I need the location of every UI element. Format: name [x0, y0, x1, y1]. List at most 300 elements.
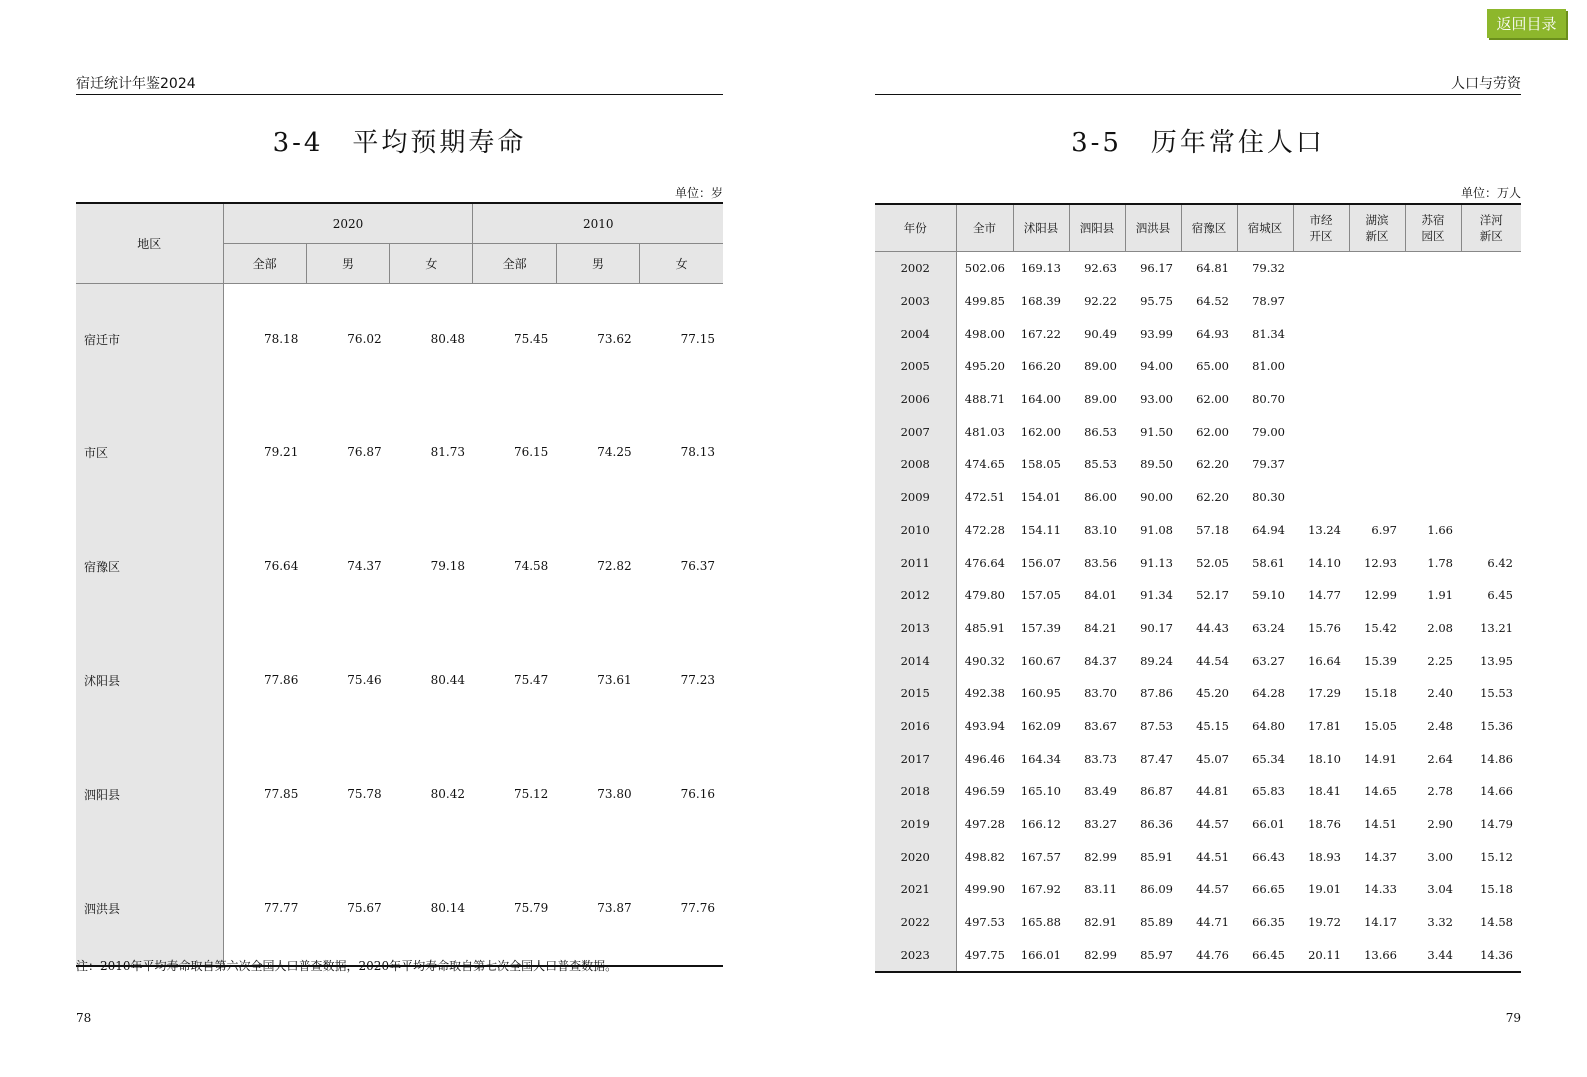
right-page	[875, 0, 1521, 1077]
sub-header: 男	[556, 244, 639, 284]
year-cell: 2013	[875, 612, 956, 645]
table-cell: 1.66	[1427, 522, 1453, 537]
table-cell: 89.00	[1084, 359, 1117, 374]
sub-header: 全部	[223, 244, 306, 284]
table-cell: 14.91	[1364, 751, 1397, 766]
stub-header: 地区	[76, 203, 223, 284]
table-cell: 472.51	[964, 490, 1005, 505]
table-cell: 62.20	[1196, 457, 1229, 472]
table-cell: 79.18	[430, 559, 465, 573]
sub-header: 男	[306, 244, 389, 284]
group-header-2010: 2010	[473, 203, 723, 244]
table-row	[76, 737, 723, 851]
table-cell: 91.50	[1140, 424, 1173, 439]
table-cell: 157.05	[1020, 588, 1061, 603]
table-cell: 14.51	[1364, 817, 1397, 832]
table-cell: 156.07	[1020, 555, 1061, 570]
table-cell: 20.11	[1308, 947, 1341, 962]
table-cell: 492.38	[964, 686, 1005, 701]
table-cell: 64.28	[1252, 686, 1285, 701]
back-to-contents-button[interactable]: 返回目录	[1487, 9, 1566, 38]
table-cell	[1461, 448, 1521, 481]
table-cell: 82.99	[1084, 947, 1117, 962]
table-cell: 44.57	[1196, 882, 1229, 897]
table-cell: 83.27	[1084, 817, 1117, 832]
table-cell: 13.95	[1480, 653, 1513, 668]
table-cell: 157.39	[1020, 620, 1061, 635]
table-cell	[1293, 448, 1349, 481]
table-cell: 86.36	[1140, 817, 1173, 832]
region-label: 沭阳县	[76, 623, 223, 737]
table-cell: 44.43	[1196, 620, 1229, 635]
table-cell: 83.70	[1084, 686, 1117, 701]
table-cell	[1349, 448, 1405, 481]
table-cell: 17.29	[1308, 686, 1341, 701]
column-header-line: 沭阳县	[1023, 221, 1059, 235]
table-cell: 75.47	[513, 673, 549, 687]
year-cell: 2014	[875, 644, 956, 677]
table-cell: 13.66	[1364, 947, 1397, 962]
table-cell: 44.81	[1196, 784, 1229, 799]
table-cell: 64.93	[1196, 326, 1229, 341]
table-cell: 62.00	[1196, 424, 1229, 439]
table-cell: 3.00	[1427, 849, 1453, 864]
table-cell: 74.37	[347, 559, 382, 573]
year-cell: 2019	[875, 808, 956, 841]
table-cell	[1349, 285, 1405, 318]
table-cell: 44.54	[1196, 653, 1229, 668]
table-row	[76, 623, 723, 737]
table-cell: 65.34	[1252, 751, 1285, 766]
table-cell: 12.99	[1364, 588, 1397, 603]
table-cell: 74.25	[597, 445, 632, 459]
table-cell	[1349, 252, 1405, 285]
table-cell: 497.28	[964, 817, 1005, 832]
table-cell: 90.00	[1140, 490, 1173, 505]
table-cell: 158.05	[1020, 457, 1061, 472]
table-row	[875, 285, 1521, 318]
column-header	[1237, 204, 1293, 252]
table-cell: 63.27	[1252, 653, 1285, 668]
table-cell: 167.57	[1020, 849, 1061, 864]
table-cell	[1349, 415, 1405, 448]
table-cell	[1293, 350, 1349, 383]
table-cell: 73.61	[597, 673, 632, 687]
table-cell	[1461, 481, 1521, 514]
table-cell: 94.00	[1140, 359, 1173, 374]
table-cell	[1405, 415, 1461, 448]
table-row	[875, 383, 1521, 416]
table-cell: 166.12	[1020, 817, 1061, 832]
table-cell: 66.43	[1252, 849, 1285, 864]
table-cell: 87.47	[1140, 751, 1173, 766]
table-cell: 91.08	[1140, 522, 1173, 537]
table-cell: 58.61	[1252, 555, 1285, 570]
table-row	[875, 906, 1521, 939]
table-cell: 1.78	[1427, 555, 1453, 570]
table-cell: 6.45	[1487, 588, 1513, 603]
table-cell: 498.00	[964, 326, 1005, 341]
table-cell: 15.76	[1308, 620, 1341, 635]
table-cell: 15.53	[1480, 686, 1513, 701]
table-cell	[1293, 383, 1349, 416]
table-cell: 168.39	[1020, 294, 1061, 309]
year-cell: 2011	[875, 546, 956, 579]
table-cell: 499.90	[964, 882, 1005, 897]
table-row	[875, 579, 1521, 612]
table-cell: 45.20	[1196, 686, 1229, 701]
table-row	[875, 415, 1521, 448]
table-cell: 16.64	[1308, 653, 1341, 668]
table-row	[76, 284, 723, 396]
table-cell: 18.41	[1308, 784, 1341, 799]
table-cell: 82.99	[1084, 849, 1117, 864]
table-cell: 93.00	[1140, 392, 1173, 407]
column-header	[1405, 204, 1461, 252]
table-row	[875, 644, 1521, 677]
table-title-3-4: 3-4 平均预期寿命	[272, 128, 527, 158]
table-cell: 17.81	[1308, 718, 1341, 733]
column-header-line: 开区	[1309, 229, 1333, 243]
table-cell: 490.32	[964, 653, 1005, 668]
table-cell	[1461, 285, 1521, 318]
table-cell: 488.71	[964, 392, 1005, 407]
column-header	[1125, 204, 1181, 252]
table-cell: 72.82	[597, 559, 632, 573]
table-cell: 83.67	[1084, 718, 1117, 733]
table-cell: 495.20	[964, 359, 1005, 374]
table-cell: 162.09	[1020, 718, 1061, 733]
table-cell	[1405, 285, 1461, 318]
table-cell: 476.64	[964, 555, 1005, 570]
table-cell: 2.48	[1427, 718, 1453, 733]
table-row	[76, 509, 723, 623]
table-row	[875, 481, 1521, 514]
table-cell: 167.92	[1020, 882, 1061, 897]
table-row	[875, 350, 1521, 383]
column-header	[1013, 204, 1069, 252]
column-header-line: 新区	[1365, 229, 1389, 243]
table-cell: 45.07	[1196, 751, 1229, 766]
table-row	[875, 546, 1521, 579]
column-header	[1069, 204, 1125, 252]
table-cell	[1293, 415, 1349, 448]
table-cell: 18.10	[1308, 751, 1341, 766]
region-label: 宿豫区	[76, 509, 223, 623]
table-cell: 92.63	[1084, 261, 1117, 276]
column-header-line: 园区	[1421, 229, 1445, 243]
table-cell: 496.59	[964, 784, 1005, 799]
column-header	[1181, 204, 1237, 252]
column-header-line: 宿城区	[1247, 221, 1283, 235]
table-cell: 91.13	[1140, 555, 1173, 570]
table-title-3-5: 3-5 历年常住人口	[1071, 128, 1325, 158]
table-cell: 77.86	[263, 673, 299, 687]
table-row	[875, 677, 1521, 710]
table-cell: 62.00	[1196, 392, 1229, 407]
table-row	[875, 252, 1521, 285]
table-cell: 485.91	[964, 620, 1005, 635]
year-cell: 2017	[875, 742, 956, 775]
table-cell: 164.34	[1020, 751, 1061, 766]
table-cell: 91.34	[1140, 588, 1173, 603]
table-cell: 44.71	[1196, 915, 1229, 930]
table-cell: 18.93	[1308, 849, 1341, 864]
unit-label-left: 单位：岁	[674, 186, 723, 200]
sub-header: 女	[390, 244, 473, 284]
table-cell: 80.48	[430, 332, 465, 346]
table-cell: 2.90	[1427, 817, 1453, 832]
table-cell: 14.37	[1364, 849, 1397, 864]
table-cell: 86.53	[1084, 424, 1117, 439]
table-row	[875, 808, 1521, 841]
table-cell: 154.01	[1020, 490, 1061, 505]
year-cell: 2002	[875, 252, 956, 285]
table-cell: 77.76	[680, 901, 715, 915]
table-cell: 13.21	[1480, 620, 1513, 635]
table-cell: 79.32	[1252, 261, 1285, 276]
table-cell: 76.02	[347, 332, 382, 346]
table-cell: 79.37	[1252, 457, 1285, 472]
table-row	[875, 317, 1521, 350]
left-page	[76, 0, 723, 1077]
year-cell: 2007	[875, 415, 956, 448]
table-cell: 87.53	[1140, 718, 1173, 733]
table-cell: 79.21	[263, 445, 299, 459]
table-cell: 65.83	[1252, 784, 1285, 799]
table-cell: 75.12	[513, 787, 549, 801]
table-cell	[1461, 252, 1521, 285]
table-cell: 57.18	[1196, 522, 1229, 537]
table-row	[875, 840, 1521, 873]
table-cell: 84.21	[1084, 620, 1117, 635]
table-cell: 3.32	[1427, 915, 1453, 930]
table-cell: 14.58	[1480, 915, 1513, 930]
table-cell: 165.10	[1020, 784, 1061, 799]
table-row	[875, 514, 1521, 547]
table-row	[875, 710, 1521, 743]
table-cell	[1461, 383, 1521, 416]
column-header-line: 湖滨	[1365, 213, 1389, 227]
group-header-2020: 2020	[223, 203, 473, 244]
sub-header: 全部	[473, 244, 556, 284]
table-cell: 15.39	[1364, 653, 1397, 668]
table-cell: 52.05	[1196, 555, 1229, 570]
table-cell: 502.06	[964, 261, 1005, 276]
column-header	[1293, 204, 1349, 252]
table-row	[875, 775, 1521, 808]
table-cell: 75.45	[513, 332, 549, 346]
year-cell: 2008	[875, 448, 956, 481]
table-cell: 44.76	[1196, 947, 1229, 962]
table-cell	[1461, 350, 1521, 383]
table-cell: 80.44	[430, 673, 465, 687]
table-cell: 496.46	[964, 751, 1005, 766]
table-cell: 2.25	[1427, 653, 1453, 668]
table-cell: 15.12	[1480, 849, 1513, 864]
table-cell: 75.67	[347, 901, 382, 915]
table-cell: 19.01	[1308, 882, 1341, 897]
table-cell: 13.24	[1308, 522, 1341, 537]
table-cell: 78.97	[1252, 294, 1285, 309]
table-cell: 80.42	[430, 787, 465, 801]
table-cell: 64.94	[1252, 522, 1285, 537]
table-cell: 73.87	[597, 901, 632, 915]
table-cell: 14.65	[1364, 784, 1397, 799]
table-cell: 80.30	[1252, 490, 1285, 505]
table-cell: 162.00	[1020, 424, 1061, 439]
table-cell: 14.77	[1308, 588, 1341, 603]
table-cell: 77.23	[680, 673, 715, 687]
table-row	[875, 612, 1521, 645]
table-cell: 85.97	[1140, 947, 1173, 962]
column-header-line: 泗洪县	[1135, 221, 1171, 235]
column-header	[875, 204, 956, 252]
table-cell: 12.93	[1364, 555, 1397, 570]
column-header-line: 全市	[973, 221, 996, 235]
table-cell: 14.66	[1480, 784, 1513, 799]
table-cell: 76.64	[263, 559, 299, 573]
table-cell: 75.46	[347, 673, 382, 687]
table-cell: 65.00	[1196, 359, 1229, 374]
region-label: 市区	[76, 395, 223, 509]
table-cell: 83.49	[1084, 784, 1117, 799]
table-cell: 45.15	[1196, 718, 1229, 733]
table-cell: 84.01	[1084, 588, 1117, 603]
table-cell: 166.01	[1020, 947, 1061, 962]
table-cell: 90.49	[1084, 326, 1117, 341]
table-cell	[1461, 317, 1521, 350]
table-cell: 2.08	[1427, 620, 1453, 635]
footnote: 注：2010年平均寿命取自第六次全国人口普查数据，2020年平均寿命取自第七次全国人口普查数据。	[76, 959, 618, 973]
running-head-right: 人口与劳资	[875, 75, 1521, 95]
unit-label-right: 单位：万人	[1460, 186, 1521, 200]
column-header-line: 市经	[1309, 213, 1333, 227]
table-cell: 82.91	[1084, 915, 1117, 930]
table-cell: 3.04	[1427, 882, 1453, 897]
column-header	[1461, 204, 1521, 252]
table-cell	[1349, 383, 1405, 416]
table-cell	[1405, 448, 1461, 481]
table-cell: 83.73	[1084, 751, 1117, 766]
year-cell: 2018	[875, 775, 956, 808]
table-cell: 499.85	[964, 294, 1005, 309]
table-cell	[1349, 350, 1405, 383]
table-cell: 96.17	[1140, 261, 1173, 276]
table-cell: 81.34	[1252, 326, 1285, 341]
table-row	[875, 742, 1521, 775]
year-cell: 2004	[875, 317, 956, 350]
table-cell: 14.33	[1364, 882, 1397, 897]
table-cell: 79.00	[1252, 424, 1285, 439]
table-cell: 81.73	[430, 445, 465, 459]
table-cell: 80.14	[430, 901, 465, 915]
table-cell: 85.89	[1140, 915, 1173, 930]
table-cell: 86.87	[1140, 784, 1173, 799]
year-cell: 2022	[875, 906, 956, 939]
table-cell: 85.91	[1140, 849, 1173, 864]
running-head-left: 宿迁统计年鉴2024	[76, 75, 723, 95]
table-cell: 90.17	[1140, 620, 1173, 635]
table-cell: 62.20	[1196, 490, 1229, 505]
table-cell: 15.05	[1364, 718, 1397, 733]
table-cell	[1405, 317, 1461, 350]
table-cell: 166.20	[1020, 359, 1061, 374]
table-cell	[1405, 350, 1461, 383]
table-cell: 6.97	[1371, 522, 1397, 537]
sub-header: 女	[640, 244, 723, 284]
table-cell: 76.87	[347, 445, 382, 459]
table-cell: 15.18	[1364, 686, 1397, 701]
table-cell: 83.11	[1084, 882, 1117, 897]
table-cell: 160.95	[1020, 686, 1061, 701]
table-cell: 85.53	[1084, 457, 1117, 472]
table-cell: 2.64	[1427, 751, 1453, 766]
table-cell: 77.77	[263, 901, 299, 915]
table-cell: 81.00	[1252, 359, 1285, 374]
table-cell: 493.94	[964, 718, 1005, 733]
region-label: 泗阳县	[76, 737, 223, 851]
region-label: 宿迁市	[76, 284, 223, 396]
year-cell: 2009	[875, 481, 956, 514]
table-cell: 2.40	[1427, 686, 1453, 701]
table-cell: 75.78	[347, 787, 382, 801]
table-cell: 77.15	[680, 332, 715, 346]
table-row	[875, 938, 1521, 972]
year-cell: 2005	[875, 350, 956, 383]
table-cell: 6.42	[1487, 555, 1513, 570]
table-cell: 78.13	[680, 445, 715, 459]
table-cell	[1293, 252, 1349, 285]
year-cell: 2010	[875, 514, 956, 547]
table-cell: 44.51	[1196, 849, 1229, 864]
table-cell: 76.16	[680, 787, 715, 801]
table-cell: 169.13	[1020, 261, 1061, 276]
table-cell: 3.44	[1427, 947, 1453, 962]
table-cell: 167.22	[1020, 326, 1061, 341]
year-cell: 2021	[875, 873, 956, 906]
table-cell: 66.01	[1252, 817, 1285, 832]
life-expectancy-table	[76, 202, 723, 967]
resident-population-table	[875, 203, 1521, 973]
table-cell: 89.50	[1140, 457, 1173, 472]
table-cell	[1461, 415, 1521, 448]
table-cell: 497.53	[964, 915, 1005, 930]
column-header-line: 洋河	[1479, 213, 1503, 227]
table-cell: 15.18	[1480, 882, 1513, 897]
page-number-right: 79	[1505, 1011, 1521, 1025]
column-header	[956, 204, 1013, 252]
page-number-left: 78	[76, 1011, 92, 1025]
table-cell: 14.86	[1480, 751, 1513, 766]
table-cell	[1405, 252, 1461, 285]
table-cell: 84.37	[1084, 653, 1117, 668]
table-cell: 14.36	[1480, 947, 1513, 962]
table-cell: 83.10	[1084, 522, 1117, 537]
table-cell: 87.86	[1140, 686, 1173, 701]
table-cell: 165.88	[1020, 915, 1061, 930]
table-row	[76, 395, 723, 509]
table-cell	[1349, 317, 1405, 350]
table-cell: 14.79	[1480, 817, 1513, 832]
table-cell: 44.57	[1196, 817, 1229, 832]
table-row	[875, 873, 1521, 906]
region-label: 泗洪县	[76, 851, 223, 966]
year-cell: 2015	[875, 677, 956, 710]
column-header-line: 苏宿	[1421, 213, 1445, 227]
table-cell: 75.79	[513, 901, 549, 915]
table-cell: 76.37	[680, 559, 715, 573]
